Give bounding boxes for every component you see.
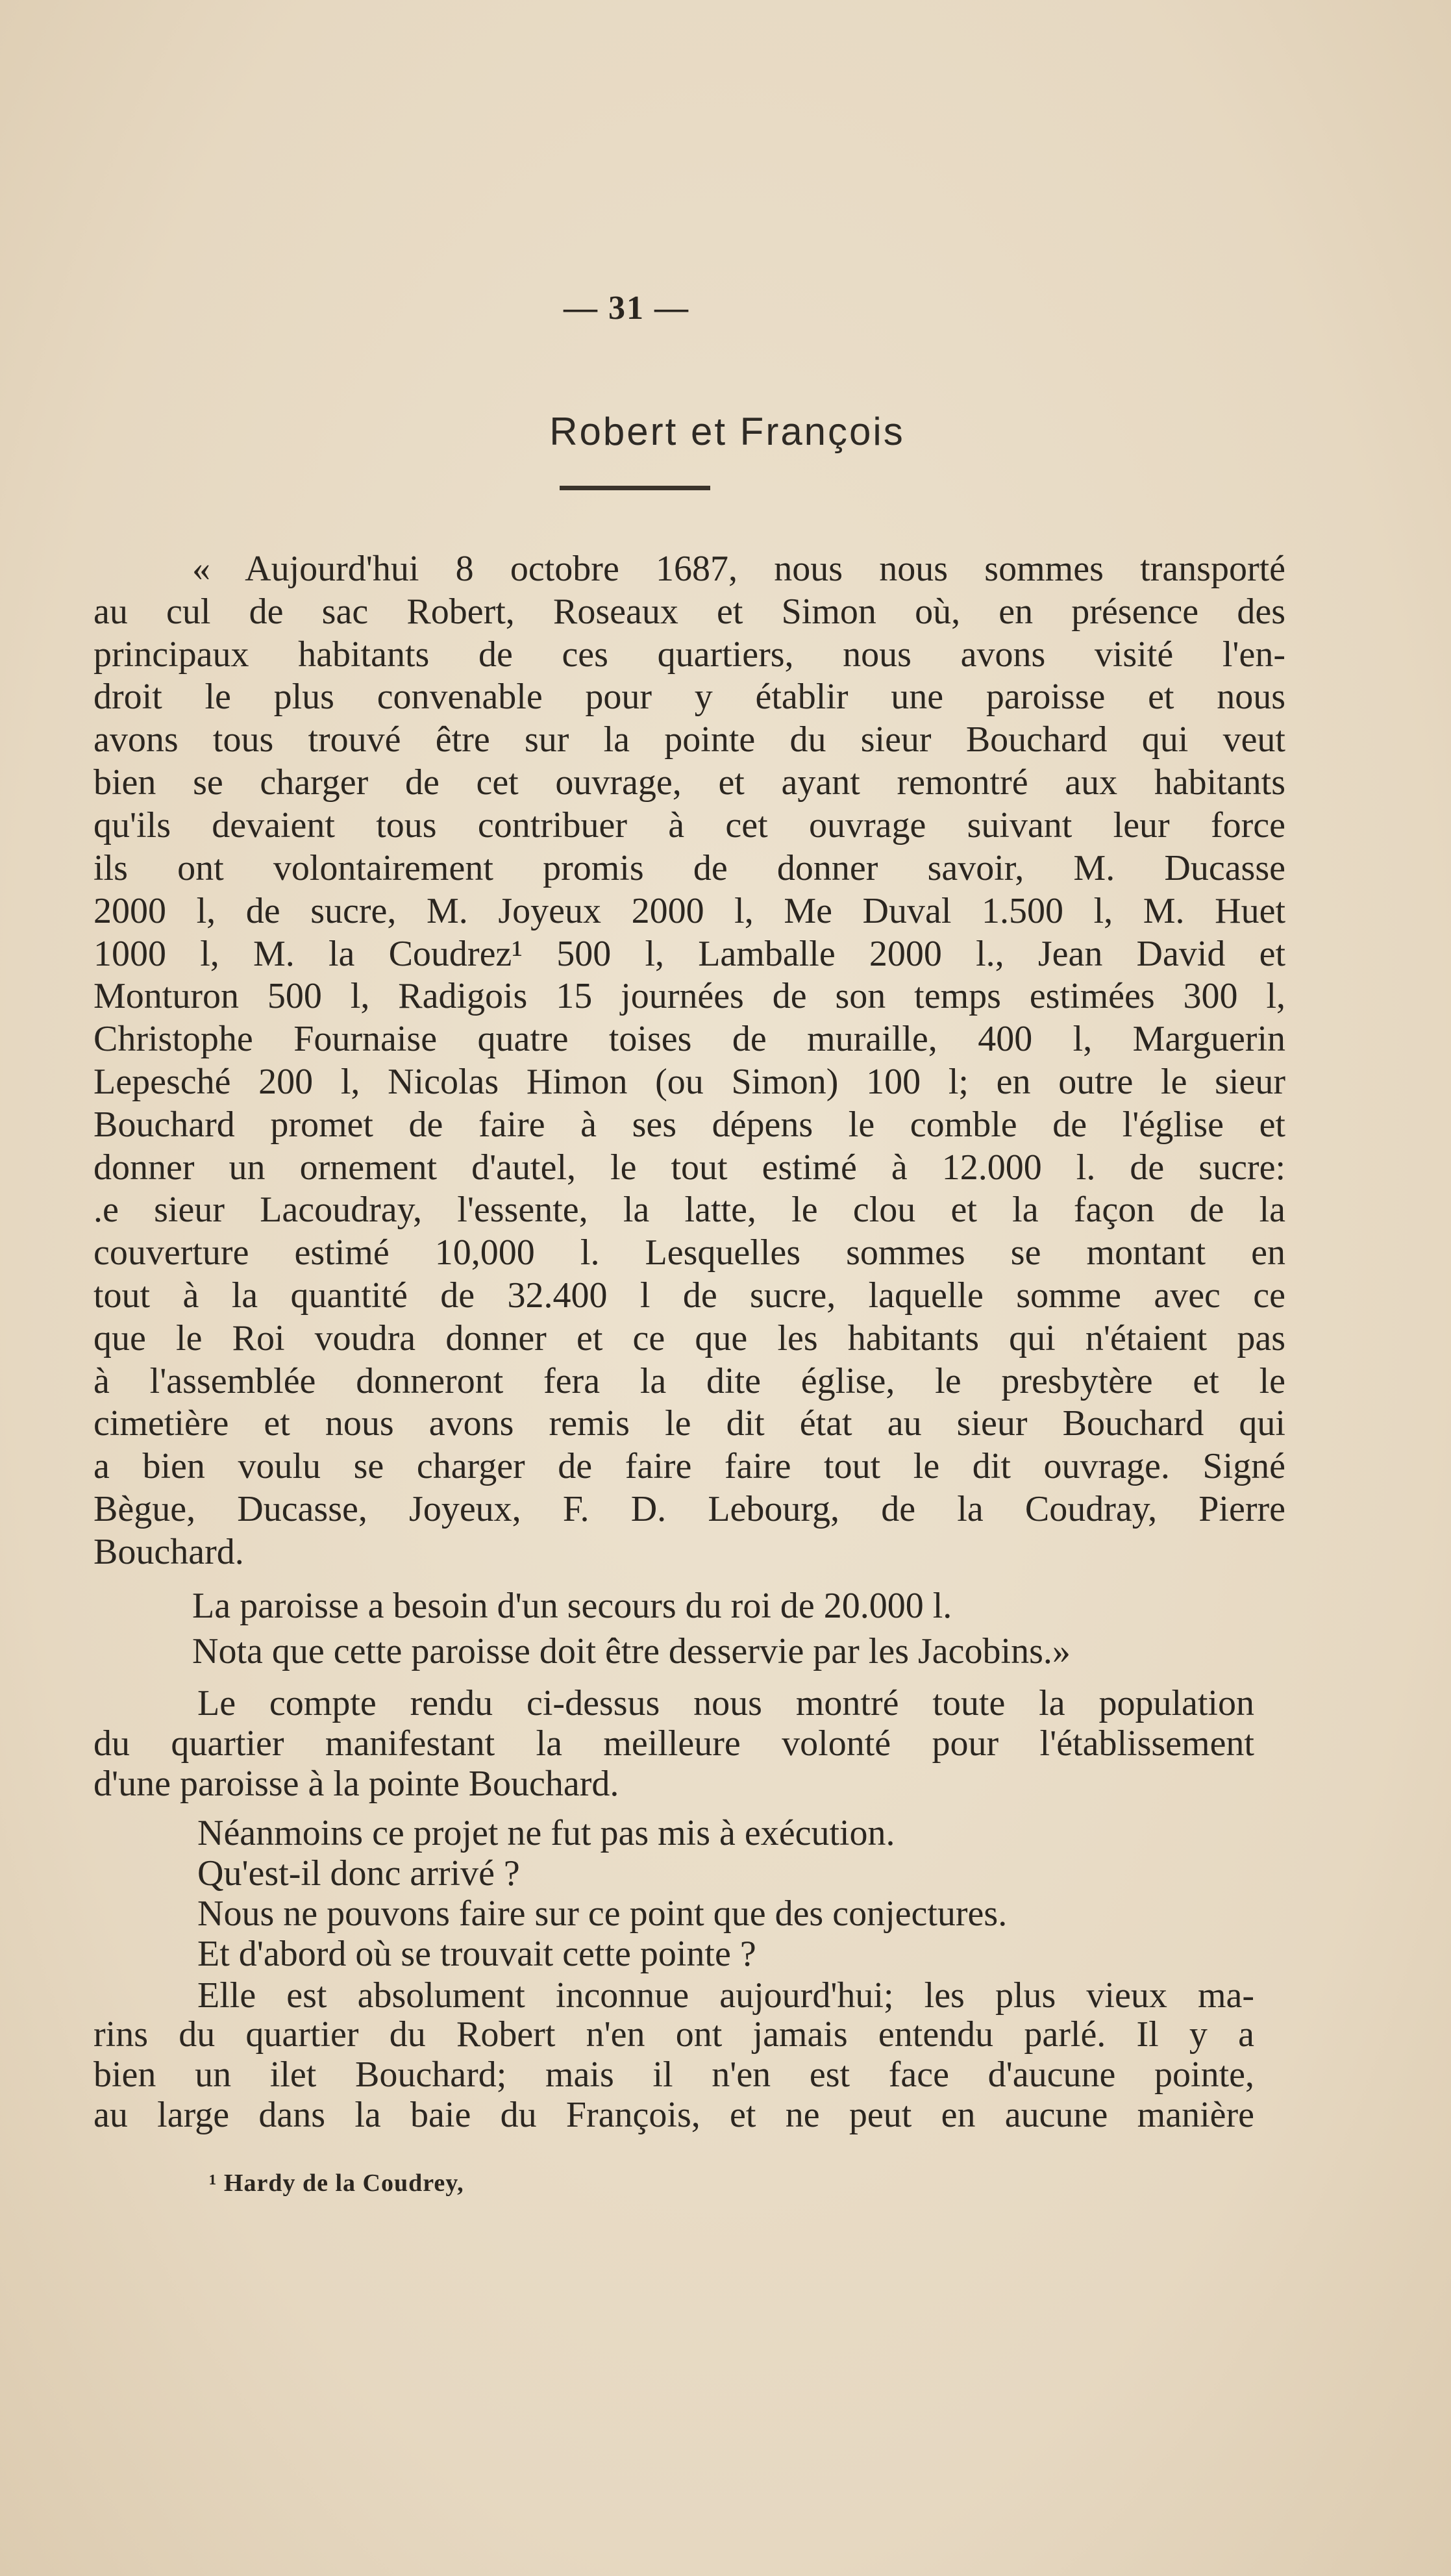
text-line: cimetière et nous avons remis le dit état au sieur Bouchard qui <box>93 1403 1285 1444</box>
text-line: Lepesché 200 l, Nicolas Himon (ou Simon) 100 l; en outre le sieur <box>93 1062 1285 1102</box>
footnote: ¹ Hardy de la Coudrey, <box>209 2170 464 2197</box>
text-line: bien se charger de cet ouvrage, et ayant remontré aux habitants <box>93 762 1285 803</box>
page-number: — 31 — <box>564 290 689 327</box>
text-line: d'une paroisse à la pointe Bouchard. <box>93 1764 619 1804</box>
text-line: ils ont volontairement promis de donner savoir, M. Ducasse <box>93 848 1285 888</box>
text-line: La paroisse a besoin d'un secours du roi de 20.000 l. <box>192 1586 952 1626</box>
text-line: que le Roi voudra donner et ce que les habitants qui n'étaient pas <box>93 1318 1285 1358</box>
text-line: Bègue, Ducasse, Joyeux, F. D. Lebourg, de la Coudray, Pierre <box>93 1489 1285 1529</box>
text-line: Néanmoins ce projet ne fut pas mis à exécution. <box>197 1813 895 1853</box>
text-line: Le compte rendu ci-dessus nous montré toute la population <box>197 1683 1254 1723</box>
title-rule <box>560 486 710 490</box>
text-line: au cul de sac Robert, Roseaux et Simon où, en présence des <box>93 592 1285 632</box>
text-line: Nous ne pouvons faire sur ce point que des conjectures. <box>197 1894 1008 1934</box>
text-line: 2000 l, de sucre, M. Joyeux 2000 l, Me Duval 1.500 l, M. Huet <box>93 891 1285 931</box>
text-line: avons tous trouvé être sur la pointe du sieur Bouchard qui veut <box>93 719 1285 760</box>
text-line: qu'ils devaient tous contribuer à cet ouvrage suivant leur force <box>93 805 1285 845</box>
text-line: 1000 l, M. la Coudrez¹ 500 l, Lamballe 2000 l., Jean David et <box>93 934 1285 974</box>
text-line: donner un ornement d'autel, le tout estimé à 12.000 l. de sucre: <box>93 1147 1285 1188</box>
text-line: droit le plus convenable pour y établir une paroisse et nous <box>93 677 1285 717</box>
text-line: au large dans la baie du François, et ne peut en aucune manière <box>93 2095 1254 2135</box>
text-line: bien un ilet Bouchard; mais il n'en est face d'aucune pointe, <box>93 2055 1254 2095</box>
text-line: a bien voulu se charger de faire faire tout le dit ouvrage. Signé <box>93 1446 1285 1486</box>
text-line: Qu'est-il donc arrivé ? <box>197 1853 520 1894</box>
text-line: du quartier manifestant la meilleure volonté pour l'établissement <box>93 1723 1254 1764</box>
text-line: couverture estimé 10,000 l. Lesquelles sommes se montant en <box>93 1232 1285 1273</box>
text-line: Monturon 500 l, Radigois 15 journées de son temps estimées 300 l, <box>93 976 1285 1016</box>
section-title: Robert et François <box>549 410 905 453</box>
text-line: Elle est absolument inconnue aujourd'hui; les plus vieux ma- <box>197 1975 1254 2016</box>
text-line: .e sieur Lacoudray, l'essente, la latte, le clou et la façon de la <box>93 1190 1285 1230</box>
text-line: Christophe Fournaise quatre toises de muraille, 400 l, Marguerin <box>93 1019 1285 1059</box>
text-line: rins du quartier du Robert n'en ont jamais entendu parlé. Il y a <box>93 2014 1254 2055</box>
text-line: principaux habitants de ces quartiers, nous avons visité l'en- <box>93 634 1285 675</box>
text-line: Bouchard. <box>93 1532 244 1572</box>
text-line: Nota que cette paroisse doit être desservie par les Jacobins.» <box>192 1631 1071 1671</box>
text-line: Bouchard promet de faire à ses dépens le comble de l'église et <box>93 1105 1285 1145</box>
text-line: à l'assemblée donneront fera la dite église, le presbytère et le <box>93 1361 1285 1401</box>
text-line: Et d'abord où se trouvait cette pointe ? <box>197 1934 756 1974</box>
text-line: tout à la quantité de 32.400 l de sucre, laquelle somme avec ce <box>93 1275 1285 1316</box>
text-line: « Aujourd'hui 8 octobre 1687, nous nous sommes transporté <box>192 549 1285 589</box>
